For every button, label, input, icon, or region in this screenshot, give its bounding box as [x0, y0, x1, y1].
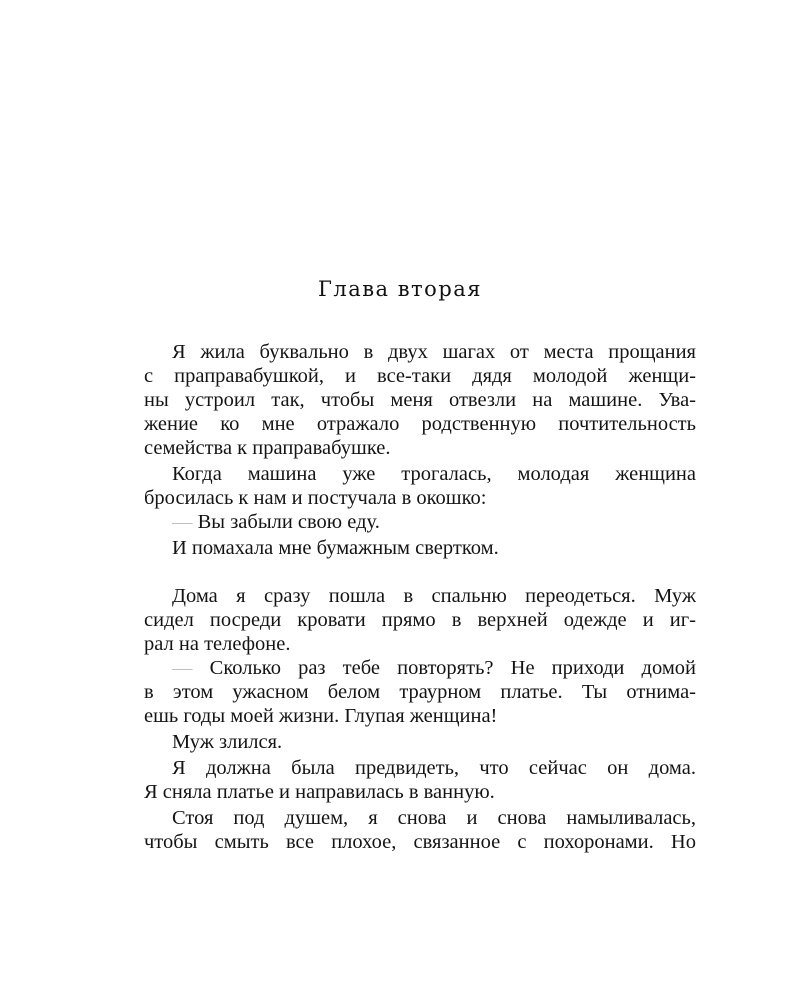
- text-line: Муж злился.: [172, 731, 283, 753]
- dialogue-line: [172, 656, 696, 680]
- text-line: чтобы смыть все плохое, связанное с похоронами. Но: [144, 831, 696, 853]
- text-line: И помахала мне бумажным свертком.: [172, 537, 499, 559]
- text-line: с праправабушкой, и все-таки дядя молодой женщи-: [144, 365, 696, 387]
- chapter-title: Глава вторая: [317, 277, 483, 301]
- text-line: семейства к праправабушке.: [144, 437, 391, 459]
- dialogue-text: Сколько раз тебе повторять? Не приходи домой: [209, 657, 696, 679]
- text-line: Я сняла платье и направилась в ванную.: [144, 781, 495, 803]
- dialogue-dash: —: [172, 511, 193, 533]
- text-line: Я должна была предвидеть, что сейчас он дома.: [172, 757, 696, 779]
- text-line: Дома я сразу пошла в спальню переодеться. Муж: [172, 585, 696, 607]
- text-line: ны устроил так, чтобы меня отвезли на машине. Ува-: [144, 389, 696, 411]
- text-line: рал на телефоне.: [144, 633, 291, 655]
- text-line: в этом ужасном белом траурном платье. Ты отнима-: [144, 681, 696, 703]
- text-line: Стоя под душем, я снова и снова намыливалась,: [172, 807, 696, 829]
- text-line: Когда машина уже трогалась, молодая женщина: [172, 463, 696, 485]
- text-line: Я жила буквально в двух шагах от места прощания: [172, 341, 696, 363]
- text-line: жение ко мне отражало родственную почтительность: [144, 413, 696, 435]
- text-line: сидел посреди кровати прямо в верхней одежде и иг-: [144, 609, 696, 631]
- dialogue-line: [172, 510, 696, 534]
- text-line: ешь годы моей жизни. Глупая женщина!: [144, 705, 498, 727]
- dialogue-dash: —: [172, 657, 193, 679]
- text-line: бросилась к нам и постучала в окошко:: [144, 487, 487, 509]
- dialogue-text: Вы забыли свою еду.: [197, 511, 380, 533]
